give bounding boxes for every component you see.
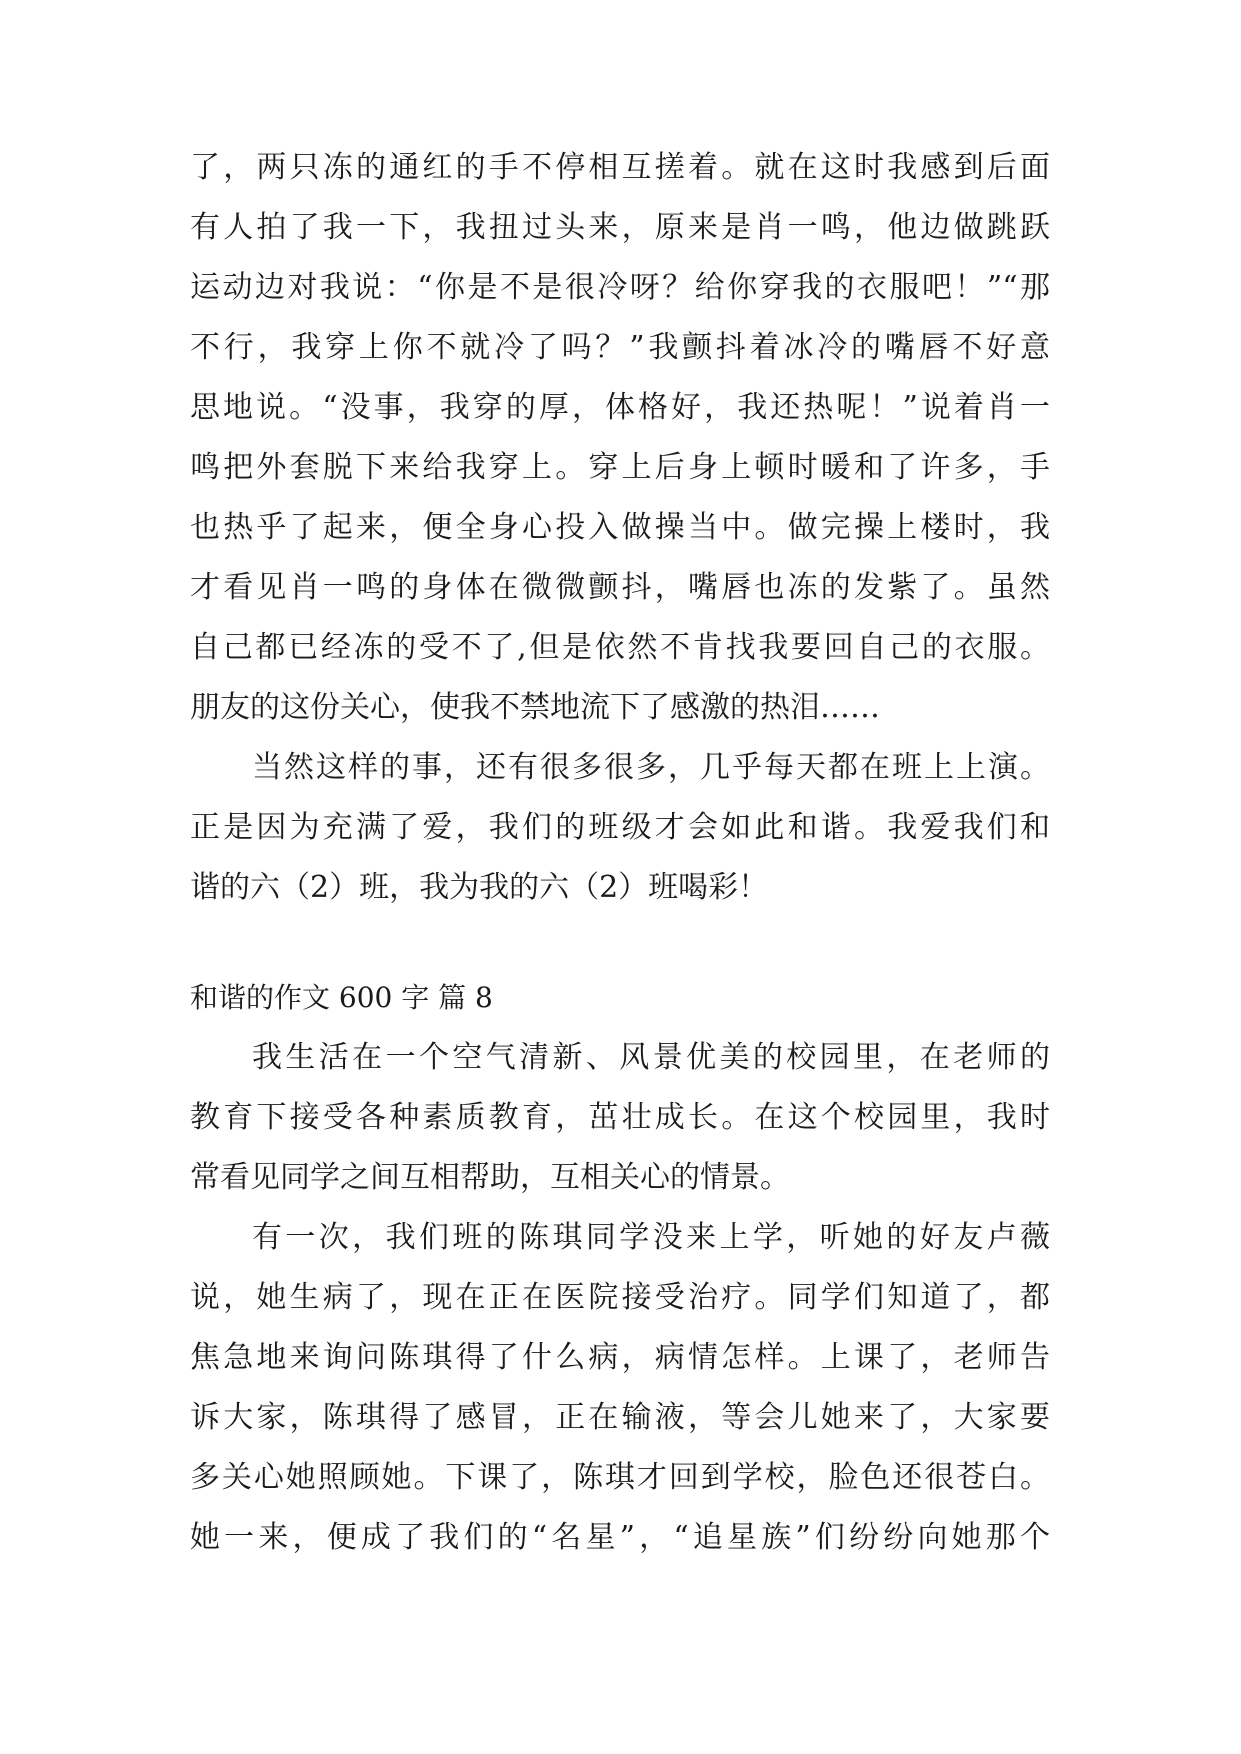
- paragraph-line: 朋友的这份关心，使我不禁地流下了感激的热泪……: [190, 690, 880, 725]
- paragraph-line: 运动边对我说：“你是不是很冷呀？给你穿我的衣服吧！”“那: [190, 270, 1050, 305]
- essay8-body: [190, 1028, 1050, 1568]
- essay8-heading: 和谐的作文 600 字 篇 8: [190, 981, 493, 1014]
- paragraph-line: 她一来，便成了我们的“名星”，“追星族”们纷纷向她那个: [190, 1520, 1050, 1555]
- paragraph-line: 说，她生病了，现在正在医院接受治疗。同学们知道了，都: [190, 1280, 1050, 1315]
- paragraph-line: 自己都已经冻的受不了,但是依然不肯找我要回自己的衣服。: [190, 630, 1050, 665]
- essay7-continuation: [190, 138, 1050, 918]
- paragraph-line: 思地说。“没事，我穿的厚，体格好，我还热呢！”说着肖一: [190, 390, 1050, 425]
- paragraph-line: 多关心她照顾她。下课了，陈琪才回到学校，脸色还很苍白。: [190, 1460, 1050, 1495]
- paragraph-line: 正是因为充满了爱，我们的班级才会如此和谐。我爱我们和: [190, 810, 1050, 845]
- paragraph-line: 我生活在一个空气清新、风景优美的校园里，在老师的: [252, 1040, 1050, 1075]
- paragraph-line: 谐的六（2）班，我为我的六（2）班喝彩！: [190, 870, 769, 905]
- paragraph-line: 诉大家，陈琪得了感冒，正在输液，等会儿她来了，大家要: [190, 1400, 1050, 1435]
- paragraph-line: 有一次，我们班的陈琪同学没来上学，听她的好友卢薇: [252, 1220, 1050, 1255]
- paragraph-line: 有人拍了我一下，我扭过头来，原来是肖一鸣，他边做跳跃: [190, 210, 1050, 245]
- paragraph-line: 常看见同学之间互相帮助，互相关心的情景。: [190, 1160, 790, 1195]
- paragraph-line: 也热乎了起来，便全身心投入做操当中。做完操上楼时，我: [190, 510, 1050, 545]
- paragraph-line: 了，两只冻的通红的手不停相互搓着。就在这时我感到后面: [190, 150, 1050, 185]
- paragraph-line: 鸣把外套脱下来给我穿上。穿上后身上顿时暖和了许多，手: [190, 450, 1050, 485]
- paragraph-line: 才看见肖一鸣的身体在微微颤抖，嘴唇也冻的发紫了。虽然: [190, 570, 1050, 605]
- paragraph-line: 焦急地来询问陈琪得了什么病，病情怎样。上课了，老师告: [190, 1340, 1050, 1375]
- paragraph-line: 不行，我穿上你不就冷了吗？”我颤抖着冰冷的嘴唇不好意: [190, 330, 1050, 365]
- paragraph-line: 当然这样的事，还有很多很多，几乎每天都在班上上演。: [252, 750, 1050, 785]
- paragraph-line: 教育下接受各种素质教育，茁壮成长。在这个校园里，我时: [190, 1100, 1050, 1135]
